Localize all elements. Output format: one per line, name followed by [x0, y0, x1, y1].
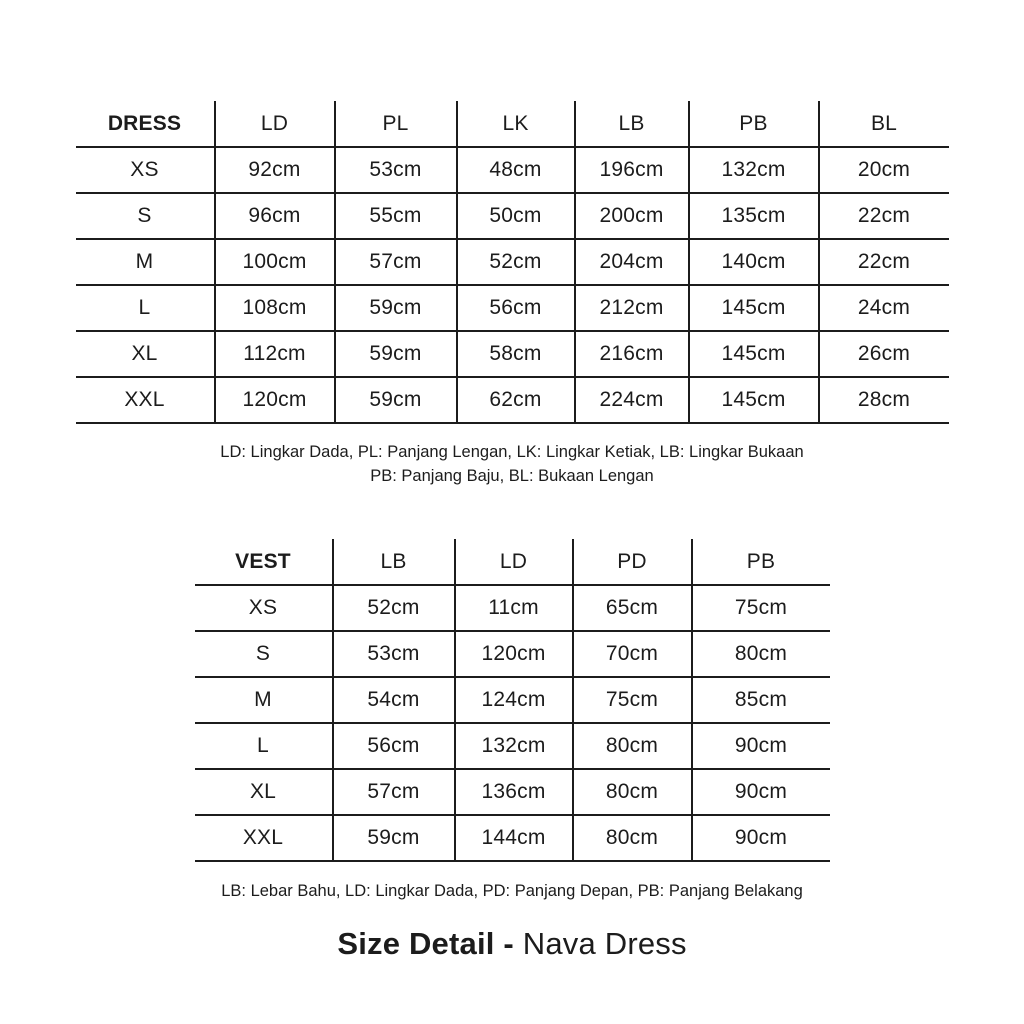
measurement-cell: 224cm: [575, 377, 689, 423]
measurement-cell: 196cm: [575, 147, 689, 193]
size-label-cell: XL: [195, 769, 333, 815]
measurement-cell: 24cm: [819, 285, 949, 331]
measurement-cell: 145cm: [689, 285, 819, 331]
measurement-cell: 57cm: [335, 239, 457, 285]
column-header-ld: LD: [215, 101, 335, 147]
dress-size-table: [76, 101, 949, 424]
measurement-cell: 80cm: [573, 815, 692, 861]
header-row: [195, 539, 830, 585]
size-label-cell: XL: [76, 331, 215, 377]
measurement-cell: 59cm: [335, 285, 457, 331]
table-row: [195, 631, 830, 677]
measurement-cell: 20cm: [819, 147, 949, 193]
table-row: [76, 285, 949, 331]
table-row: [76, 377, 949, 423]
measurement-cell: 59cm: [335, 377, 457, 423]
measurement-cell: 48cm: [457, 147, 575, 193]
measurement-cell: 70cm: [573, 631, 692, 677]
measurement-cell: 136cm: [455, 769, 573, 815]
measurement-cell: 96cm: [215, 193, 335, 239]
measurement-cell: 62cm: [457, 377, 575, 423]
column-header-lb: LB: [333, 539, 455, 585]
measurement-cell: 90cm: [692, 723, 830, 769]
measurement-cell: 59cm: [335, 331, 457, 377]
page-title: [337, 926, 686, 962]
vest-size-table: [195, 539, 830, 862]
measurement-cell: 92cm: [215, 147, 335, 193]
measurement-cell: 50cm: [457, 193, 575, 239]
dress-legend-line-1: LD: Lingkar Dada, PL: Panjang Lengan, LK: Lingkar Ketiak, LB: Lingkar Bukaan: [220, 443, 804, 461]
table-row: [76, 193, 949, 239]
measurement-cell: 53cm: [333, 631, 455, 677]
measurement-cell: 90cm: [692, 769, 830, 815]
size-label-cell: S: [195, 631, 333, 677]
table-row: [195, 815, 830, 861]
measurement-cell: 100cm: [215, 239, 335, 285]
measurement-cell: 120cm: [215, 377, 335, 423]
measurement-cell: 90cm: [692, 815, 830, 861]
column-header-pd: PD: [573, 539, 692, 585]
measurement-cell: 11cm: [455, 585, 573, 631]
table-row: [195, 723, 830, 769]
measurement-cell: 56cm: [333, 723, 455, 769]
table-row: [195, 769, 830, 815]
measurement-cell: 216cm: [575, 331, 689, 377]
column-header-pb: PB: [689, 101, 819, 147]
size-label-cell: M: [195, 677, 333, 723]
size-label-cell: XS: [195, 585, 333, 631]
page-title-bold-part: Size Detail -: [337, 926, 514, 961]
measurement-cell: 120cm: [455, 631, 573, 677]
dress-abbreviation-legend: [220, 440, 803, 488]
column-header-pl: PL: [335, 101, 457, 147]
measurement-cell: 53cm: [335, 147, 457, 193]
measurement-cell: 145cm: [689, 377, 819, 423]
measurement-cell: 200cm: [575, 193, 689, 239]
measurement-cell: 145cm: [689, 331, 819, 377]
measurement-cell: 80cm: [573, 723, 692, 769]
vest-abbreviation-legend: [221, 879, 803, 903]
table-row: [195, 677, 830, 723]
size-label-cell: XXL: [76, 377, 215, 423]
size-label-cell: L: [195, 723, 333, 769]
measurement-cell: 112cm: [215, 331, 335, 377]
measurement-cell: 80cm: [573, 769, 692, 815]
measurement-cell: 59cm: [333, 815, 455, 861]
measurement-cell: 140cm: [689, 239, 819, 285]
measurement-cell: 212cm: [575, 285, 689, 331]
measurement-cell: 22cm: [819, 193, 949, 239]
measurement-cell: 52cm: [333, 585, 455, 631]
measurement-cell: 144cm: [455, 815, 573, 861]
measurement-cell: 124cm: [455, 677, 573, 723]
column-header-bl: BL: [819, 101, 949, 147]
measurement-cell: 108cm: [215, 285, 335, 331]
measurement-cell: 204cm: [575, 239, 689, 285]
measurement-cell: 54cm: [333, 677, 455, 723]
size-label-cell: XXL: [195, 815, 333, 861]
size-label-cell: M: [76, 239, 215, 285]
measurement-cell: 57cm: [333, 769, 455, 815]
measurement-cell: 52cm: [457, 239, 575, 285]
size-label-cell: XS: [76, 147, 215, 193]
measurement-cell: 75cm: [692, 585, 830, 631]
measurement-cell: 26cm: [819, 331, 949, 377]
measurement-cell: 132cm: [689, 147, 819, 193]
measurement-cell: 65cm: [573, 585, 692, 631]
table-row: [195, 585, 830, 631]
measurement-cell: 22cm: [819, 239, 949, 285]
column-header-lk: LK: [457, 101, 575, 147]
column-header-ld: LD: [455, 539, 573, 585]
measurement-cell: 55cm: [335, 193, 457, 239]
measurement-cell: 132cm: [455, 723, 573, 769]
table-corner-header: DRESS: [76, 101, 215, 147]
dress-legend-line-2: PB: Panjang Baju, BL: Bukaan Lengan: [370, 467, 654, 485]
measurement-cell: 85cm: [692, 677, 830, 723]
table-corner-header: VEST: [195, 539, 333, 585]
page-title-regular-part: Nava Dress: [522, 926, 687, 961]
measurement-cell: 135cm: [689, 193, 819, 239]
column-header-pb: PB: [692, 539, 830, 585]
measurement-cell: 80cm: [692, 631, 830, 677]
size-label-cell: S: [76, 193, 215, 239]
measurement-cell: 56cm: [457, 285, 575, 331]
measurement-cell: 58cm: [457, 331, 575, 377]
size-label-cell: L: [76, 285, 215, 331]
measurement-cell: 75cm: [573, 677, 692, 723]
table-row: [76, 331, 949, 377]
measurement-cell: 28cm: [819, 377, 949, 423]
header-row: [76, 101, 949, 147]
vest-legend-line-1: LB: Lebar Bahu, LD: Lingkar Dada, PD: Panjang Depan, PB: Panjang Belakang: [221, 882, 803, 900]
table-row: [76, 239, 949, 285]
column-header-lb: LB: [575, 101, 689, 147]
table-row: [76, 147, 949, 193]
